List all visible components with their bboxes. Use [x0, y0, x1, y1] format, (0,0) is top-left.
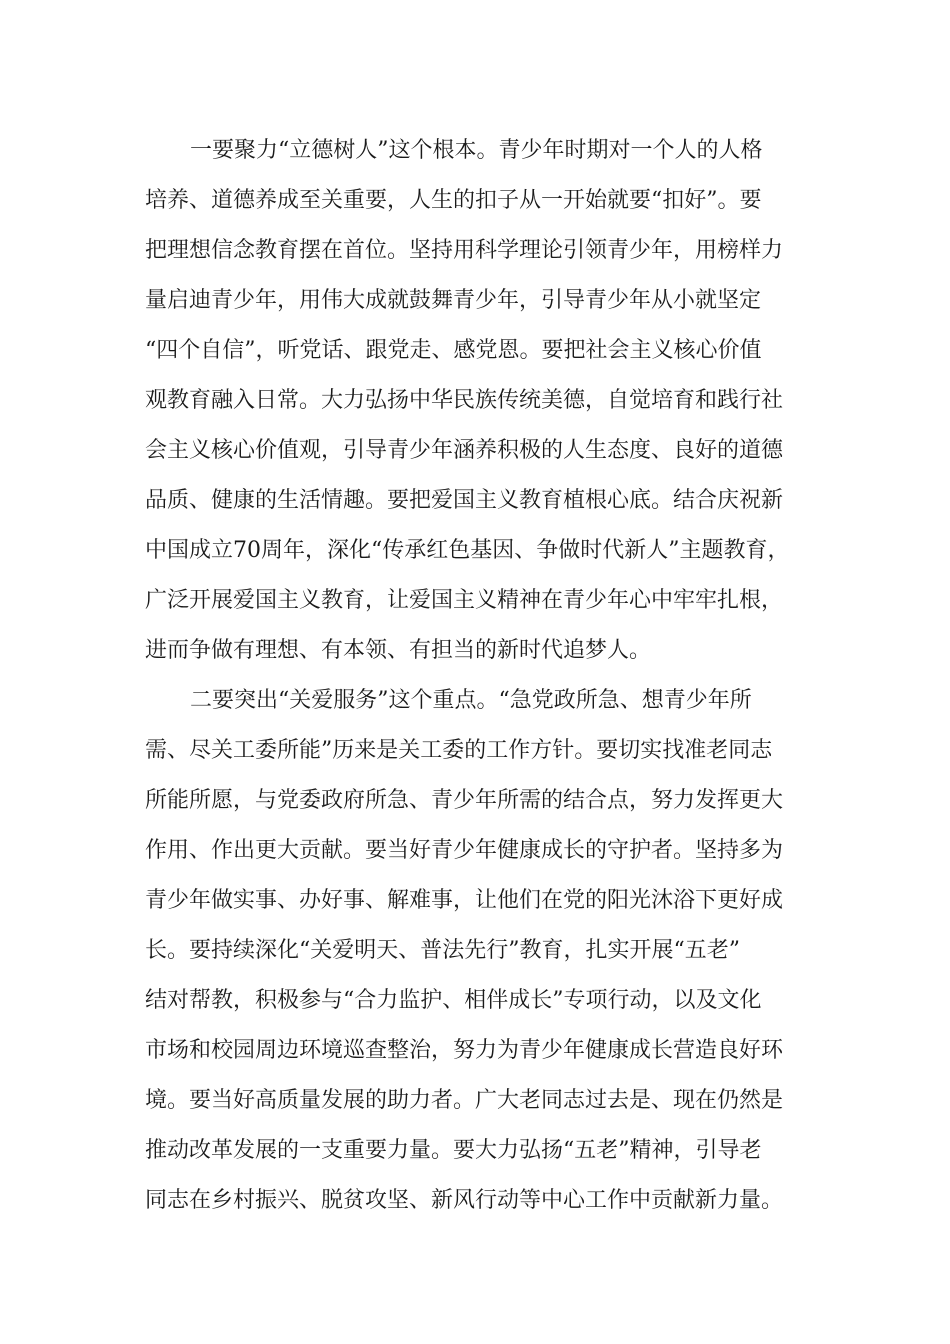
- text-line: 广泛开展爱国主义教育，让爱国主义精神在青少年心中牢牢扎根，: [145, 588, 784, 613]
- text-line: 进而争做有理想、有本领、有担当的新时代追梦人。: [145, 638, 652, 663]
- text-line: 二要突出“关爱服务”这个重点。“急党政所急、想青少年所: [190, 688, 752, 713]
- text-line: 一要聚力“立德树人”这个根本。青少年时期对一个人的人格: [190, 138, 763, 163]
- text-line: “四个自信”，听党话、跟党走、感党恩。要把社会主义核心价值: [145, 338, 762, 363]
- text-line: 观教育融入日常。大力弘扬中华民族传统美德，自觉培育和践行社: [145, 388, 784, 413]
- text-line: 所能所愿，与党委政府所急、青少年所需的结合点，努力发挥更大: [145, 788, 784, 813]
- text-line: 把理想信念教育摆在首位。坚持用科学理论引领青少年，用榜样力: [145, 238, 784, 263]
- text-line: 培养、道德养成至关重要，人生的扣子从一开始就要“扣好”。要: [145, 188, 762, 213]
- text-line: 市场和校园周边环境巡查整治，努力为青少年健康成长营造良好环: [145, 1038, 784, 1063]
- text-line: 品质、健康的生活情趣。要把爱国主义教育植根心底。结合庆祝新: [145, 488, 784, 513]
- text-line: 结对帮教，积极参与“合力监护、相伴成长”专项行动，以及文化: [145, 988, 762, 1013]
- text-line: 长。要持续深化“关爱明天、普法先行”教育，扎实开展“五老”: [145, 938, 740, 963]
- text-line: 青少年做实事、办好事、解难事，让他们在党的阳光沐浴下更好成: [145, 888, 784, 913]
- text-line: 需、尽关工委所能”历来是关工委的工作方针。要切实找准老同志: [145, 738, 773, 763]
- text-line: 境。要当好高质量发展的助力者。广大老同志过去是、现在仍然是: [145, 1088, 784, 1113]
- text-line: 同志在乡村振兴、脱贫攻坚、新风行动等中心工作中贡献新力量。: [145, 1188, 784, 1213]
- text-line: 量启迪青少年，用伟大成就鼓舞青少年，引导青少年从小就坚定: [145, 288, 762, 313]
- text-line: 中国成立70周年，深化“传承红色基因、争做时代新人”主题教育，: [145, 538, 790, 563]
- text-line: 推动改革发展的一支重要力量。要大力弘扬“五老”精神，引导老: [145, 1138, 762, 1163]
- text-line: 作用、作出更大贡献。要当好青少年健康成长的守护者。坚持多为: [145, 838, 784, 863]
- text-line: 会主义核心价值观，引导青少年涵养积极的人生态度、良好的道德: [145, 438, 784, 463]
